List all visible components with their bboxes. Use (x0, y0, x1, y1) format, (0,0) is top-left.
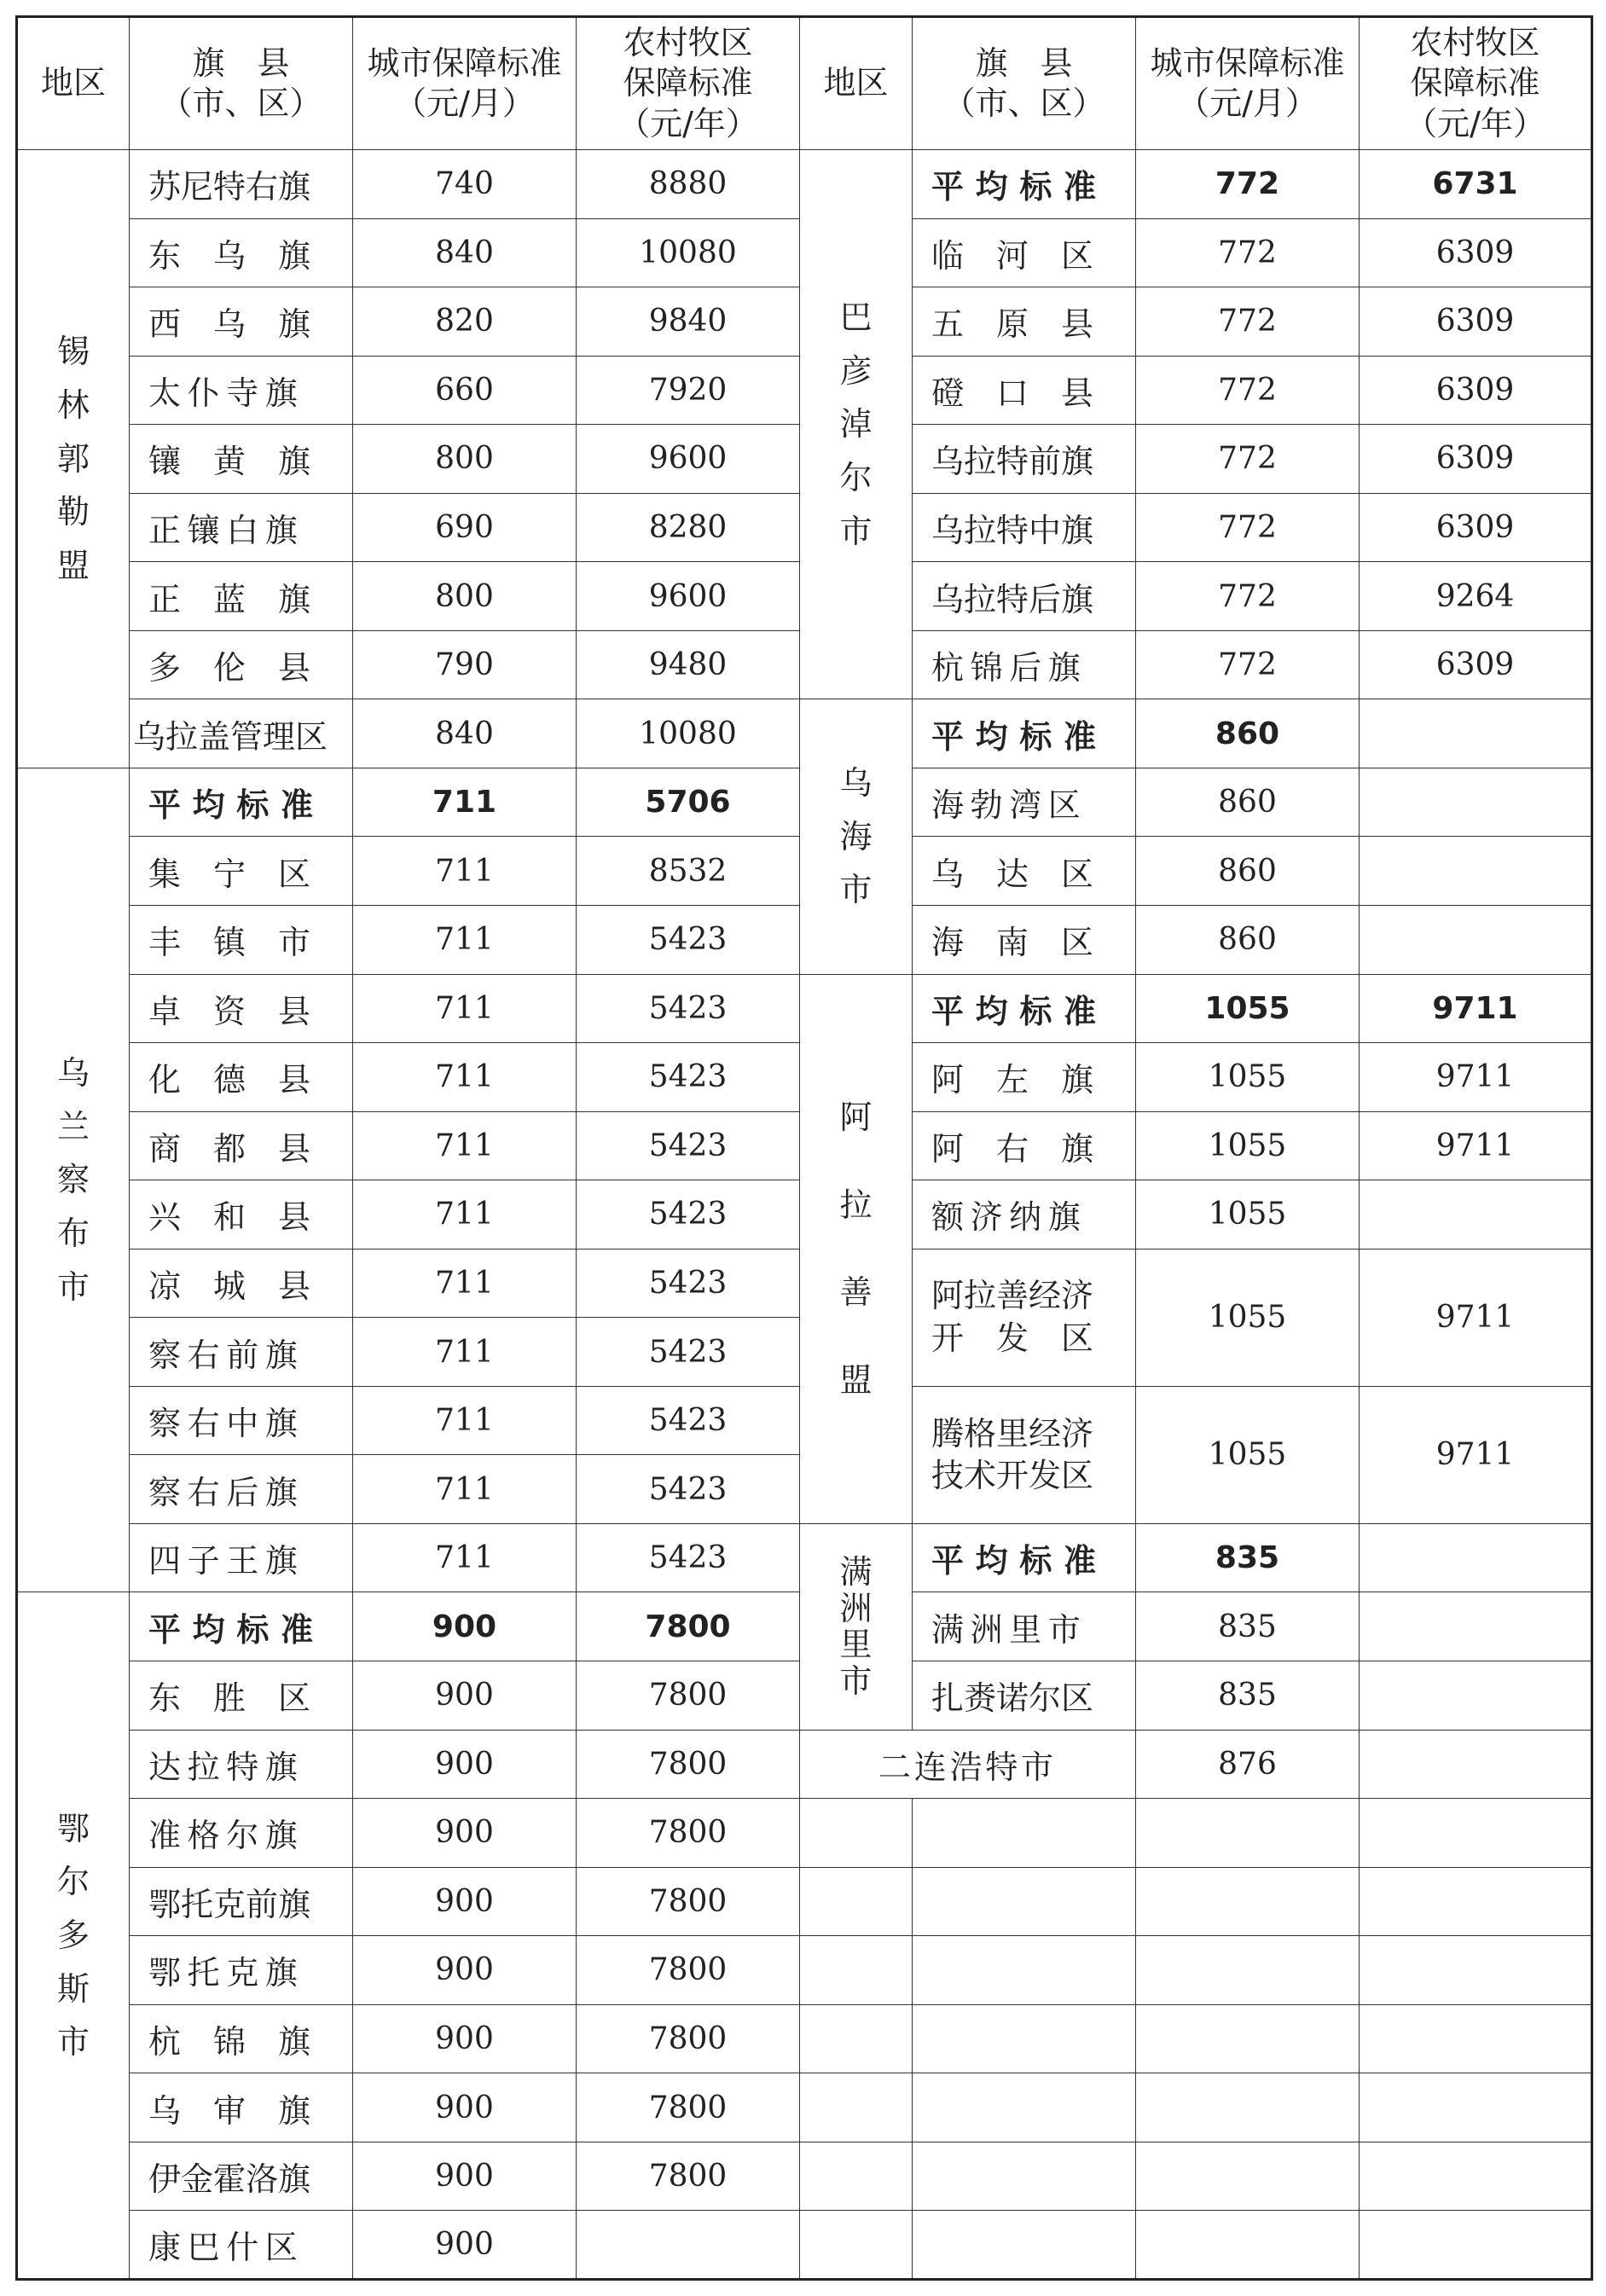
empty-cell (800, 1936, 913, 2005)
county-cell: 达拉特旗 (130, 1730, 353, 1799)
header-region: 地区 (17, 17, 130, 150)
urban-value: 711 (353, 1043, 577, 1112)
rural-value: 9711 (1360, 1386, 1592, 1523)
urban-value: 860 (1136, 906, 1360, 975)
rural-value: 7800 (577, 1661, 800, 1731)
empty-cell (800, 2211, 913, 2280)
urban-value: 900 (353, 2142, 577, 2211)
county-cell: 察右后旗 (130, 1455, 353, 1524)
county-cell: 平均标准 (130, 768, 353, 837)
header-rural-standard: 农村牧区 保障标准 （元/年） (1360, 17, 1592, 150)
empty-cell (1360, 2142, 1592, 2211)
urban-value: 690 (353, 493, 577, 562)
urban-value: 860 (1136, 768, 1360, 837)
header-county: 旗 县 （市、区） (130, 17, 353, 150)
rural-value: 7800 (577, 1799, 800, 1868)
county-cell: 五 原 县 (913, 287, 1136, 357)
county-cell: 乌拉特中旗 (913, 493, 1136, 562)
urban-value: 1055 (1136, 1386, 1360, 1523)
county-cell: 东 胜 区 (130, 1661, 353, 1731)
empty-cell (800, 2142, 913, 2211)
urban-value: 711 (353, 1249, 577, 1318)
urban-value: 711 (353, 837, 577, 906)
county-cell: 丰 镇 市 (130, 906, 353, 975)
urban-value: 1055 (1136, 1180, 1360, 1249)
county-cell: 杭 锦 旗 (130, 2004, 353, 2073)
urban-value: 835 (1136, 1661, 1360, 1731)
county-cell: 鄂托克旗 (130, 1936, 353, 2005)
rural-value: 5423 (577, 906, 800, 975)
document-page (15, 15, 1591, 2281)
empty-cell (1360, 1936, 1592, 2005)
empty-cell (1360, 2004, 1592, 2073)
county-cell: 察右中旗 (130, 1386, 353, 1455)
urban-value: 772 (1136, 287, 1360, 357)
county-cell: 兴 和 县 (130, 1180, 353, 1249)
urban-value: 772 (1136, 356, 1360, 425)
urban-value: 835 (1136, 1523, 1360, 1592)
empty-cell (1360, 1799, 1592, 1868)
county-cell: 平均标准 (913, 699, 1136, 768)
county-cell: 海勃湾区 (913, 768, 1136, 837)
empty-cell (913, 2211, 1136, 2280)
urban-value: 835 (1136, 1592, 1360, 1661)
urban-value: 1055 (1136, 1249, 1360, 1386)
rural-value: 9600 (577, 425, 800, 494)
county-cell: 杭锦后旗 (913, 630, 1136, 699)
urban-value: 900 (353, 1730, 577, 1799)
rural-value: 7800 (577, 1592, 800, 1661)
rural-value (1360, 1661, 1592, 1731)
empty-cell (913, 1867, 1136, 1936)
rural-value: 6731 (1360, 150, 1592, 219)
empty-cell (1136, 1799, 1360, 1868)
urban-value: 900 (353, 2004, 577, 2073)
county-cell: 化 德 县 (130, 1043, 353, 1112)
region-alashan: 阿 拉 善 盟 (800, 974, 913, 1523)
rural-value (1360, 1592, 1592, 1661)
rural-value: 10080 (577, 699, 800, 768)
table-row (17, 1799, 1592, 1868)
region-eerduosi: 鄂 尔 多 斯 市 (17, 1592, 130, 2280)
table-row (17, 150, 1592, 219)
county-cell: 满洲里市 (913, 1592, 1136, 1661)
county-cell: 太仆寺旗 (130, 356, 353, 425)
region-wuhai: 乌 海 市 (800, 699, 913, 974)
rural-value: 6309 (1360, 356, 1592, 425)
county-cell: 商 都 县 (130, 1111, 353, 1180)
county-cell: 鄂托克前旗 (130, 1867, 353, 1936)
empty-cell (913, 1799, 1136, 1868)
urban-value: 772 (1136, 630, 1360, 699)
rural-value: 7800 (577, 2073, 800, 2142)
rural-value: 6309 (1360, 493, 1592, 562)
county-cell: 康巴什区 (130, 2211, 353, 2280)
county-cell: 正镶白旗 (130, 493, 353, 562)
table-row (17, 2004, 1592, 2073)
urban-value: 1055 (1136, 1043, 1360, 1112)
urban-value: 711 (353, 1318, 577, 1387)
rural-value: 10080 (577, 218, 800, 287)
urban-value: 772 (1136, 562, 1360, 631)
region-bayannaoer: 巴 彦 淖 尔 市 (800, 150, 913, 699)
header-urban-standard: 城市保障标准 （元/月） (1136, 17, 1360, 150)
urban-value: 900 (353, 2073, 577, 2142)
rural-value: 7800 (577, 1730, 800, 1799)
urban-value: 711 (353, 974, 577, 1043)
empty-cell (1136, 2073, 1360, 2142)
urban-value: 900 (353, 1799, 577, 1868)
empty-cell (1360, 1867, 1592, 1936)
header-region: 地区 (800, 17, 913, 150)
region-wulanchabu: 乌 兰 察 布 市 (17, 768, 130, 1592)
header-urban-standard: 城市保障标准 （元/月） (353, 17, 577, 150)
empty-cell (1136, 1867, 1360, 1936)
rural-value (1360, 768, 1592, 837)
region-manzhouli: 满 洲 里 市 (800, 1523, 913, 1730)
rural-value (1360, 906, 1592, 975)
urban-value: 860 (1136, 699, 1360, 768)
rural-value: 9600 (577, 562, 800, 631)
urban-value: 772 (1136, 218, 1360, 287)
table-row (17, 1730, 1592, 1799)
rural-value: 9711 (1360, 1249, 1592, 1386)
empty-cell (800, 1799, 913, 1868)
empty-cell (1136, 2211, 1360, 2280)
rural-value: 5423 (577, 1249, 800, 1318)
county-cell: 海 南 区 (913, 906, 1136, 975)
rural-value: 5423 (577, 1318, 800, 1387)
rural-value: 6309 (1360, 218, 1592, 287)
urban-value: 860 (1136, 837, 1360, 906)
rural-value (1360, 1180, 1592, 1249)
empty-cell (913, 2004, 1136, 2073)
county-cell: 磴 口 县 (913, 356, 1136, 425)
empty-cell (913, 2073, 1136, 2142)
county-cell: 卓 资 县 (130, 974, 353, 1043)
urban-value: 820 (353, 287, 577, 357)
rural-value: 7800 (577, 1936, 800, 2005)
urban-value: 711 (353, 906, 577, 975)
rural-value: 8280 (577, 493, 800, 562)
urban-value: 840 (353, 218, 577, 287)
header-county: 旗 县 （市、区） (913, 17, 1136, 150)
urban-value: 800 (353, 562, 577, 631)
table-row (17, 2142, 1592, 2211)
rural-value: 9480 (577, 630, 800, 699)
table-row (17, 2211, 1592, 2280)
empty-cell (800, 2004, 913, 2073)
urban-value: 772 (1136, 493, 1360, 562)
rural-value: 9264 (1360, 562, 1592, 631)
empty-cell (800, 1867, 913, 1936)
header-row (17, 17, 1592, 150)
rural-value: 5423 (577, 1180, 800, 1249)
county-cell: 西 乌 旗 (130, 287, 353, 357)
county-cell: 乌拉特后旗 (913, 562, 1136, 631)
county-cell: 阿拉善经济 开 发 区 (913, 1249, 1136, 1386)
urban-value: 711 (353, 1523, 577, 1592)
urban-value: 1055 (1136, 974, 1360, 1043)
table-row (17, 2073, 1592, 2142)
urban-value: 900 (353, 2211, 577, 2280)
urban-value: 900 (353, 1592, 577, 1661)
urban-value: 790 (353, 630, 577, 699)
county-cell: 镶 黄 旗 (130, 425, 353, 494)
table-row (17, 1936, 1592, 2005)
urban-value: 840 (353, 699, 577, 768)
urban-value: 711 (353, 1111, 577, 1180)
county-cell: 准格尔旗 (130, 1799, 353, 1868)
rural-value: 7800 (577, 2004, 800, 2073)
urban-value: 772 (1136, 150, 1360, 219)
rural-value: 5423 (577, 1111, 800, 1180)
rural-value: 5423 (577, 1523, 800, 1592)
urban-value: 740 (353, 150, 577, 219)
county-cell: 平均标准 (913, 974, 1136, 1043)
county-cell: 乌 达 区 (913, 837, 1136, 906)
empty-cell (1360, 2211, 1592, 2280)
urban-value: 711 (353, 1455, 577, 1524)
urban-value: 900 (353, 1867, 577, 1936)
county-cell: 多 伦 县 (130, 630, 353, 699)
county-cell: 平均标准 (130, 1592, 353, 1661)
rural-value (577, 2211, 800, 2280)
county-cell: 集 宁 区 (130, 837, 353, 906)
rural-value: 9711 (1360, 1043, 1592, 1112)
urban-value: 900 (353, 1661, 577, 1731)
empty-cell (913, 1936, 1136, 2005)
urban-value: 876 (1136, 1730, 1360, 1799)
empty-cell (1136, 2142, 1360, 2211)
rural-value (1360, 1730, 1592, 1799)
county-cell: 额济纳旗 (913, 1180, 1136, 1249)
rural-value: 9840 (577, 287, 800, 357)
urban-value: 711 (353, 1180, 577, 1249)
rural-value: 8532 (577, 837, 800, 906)
empty-cell (800, 2073, 913, 2142)
rural-value: 7920 (577, 356, 800, 425)
urban-value: 772 (1136, 425, 1360, 494)
subsistence-standards-table (15, 15, 1593, 2281)
rural-value: 5423 (577, 1386, 800, 1455)
table-row (17, 974, 1592, 1043)
rural-value: 6309 (1360, 287, 1592, 357)
rural-value: 9711 (1360, 974, 1592, 1043)
county-cell: 察右前旗 (130, 1318, 353, 1387)
rural-value: 5706 (577, 768, 800, 837)
table-row (17, 1523, 1592, 1592)
county-cell: 扎赉诺尔区 (913, 1661, 1136, 1731)
county-cell: 阿 右 旗 (913, 1111, 1136, 1180)
rural-value (1360, 1523, 1592, 1592)
empty-cell (1360, 2073, 1592, 2142)
county-cell: 平均标准 (913, 1523, 1136, 1592)
county-cell: 乌 审 旗 (130, 2073, 353, 2142)
rural-value: 6309 (1360, 630, 1592, 699)
empty-cell (1136, 2004, 1360, 2073)
county-cell: 腾格里经济 技术开发区 (913, 1386, 1136, 1523)
empty-cell (1136, 1936, 1360, 2005)
urban-value: 1055 (1136, 1111, 1360, 1180)
rural-value: 6309 (1360, 425, 1592, 494)
county-cell: 苏尼特右旗 (130, 150, 353, 219)
rural-value: 5423 (577, 1455, 800, 1524)
urban-value: 711 (353, 768, 577, 837)
rural-value: 8880 (577, 150, 800, 219)
county-cell: 四子王旗 (130, 1523, 353, 1592)
county-cell: 凉 城 县 (130, 1249, 353, 1318)
rural-value: 7800 (577, 1867, 800, 1936)
county-cell: 临 河 区 (913, 218, 1136, 287)
table-row (17, 1867, 1592, 1936)
county-cell: 正 蓝 旗 (130, 562, 353, 631)
county-cell: 乌拉特前旗 (913, 425, 1136, 494)
table-row (17, 699, 1592, 768)
rural-value: 9711 (1360, 1111, 1592, 1180)
rural-value (1360, 837, 1592, 906)
rural-value: 5423 (577, 1043, 800, 1112)
rural-value: 5423 (577, 974, 800, 1043)
urban-value: 800 (353, 425, 577, 494)
county-cell: 伊金霍洛旗 (130, 2142, 353, 2211)
urban-value: 660 (353, 356, 577, 425)
rural-value: 7800 (577, 2142, 800, 2211)
county-cell-erlianhaote: 二连浩特市 (800, 1730, 1136, 1799)
urban-value: 900 (353, 1936, 577, 2005)
county-cell: 乌拉盖管理区 (130, 699, 353, 768)
header-rural-standard: 农村牧区 保障标准 （元/年） (577, 17, 800, 150)
rural-value (1360, 699, 1592, 768)
empty-cell (913, 2142, 1136, 2211)
county-cell: 东 乌 旗 (130, 218, 353, 287)
county-cell: 阿 左 旗 (913, 1043, 1136, 1112)
urban-value: 711 (353, 1386, 577, 1455)
region-xilinguole: 锡 林 郭 勒 盟 (17, 150, 130, 768)
county-cell: 平均标准 (913, 150, 1136, 219)
